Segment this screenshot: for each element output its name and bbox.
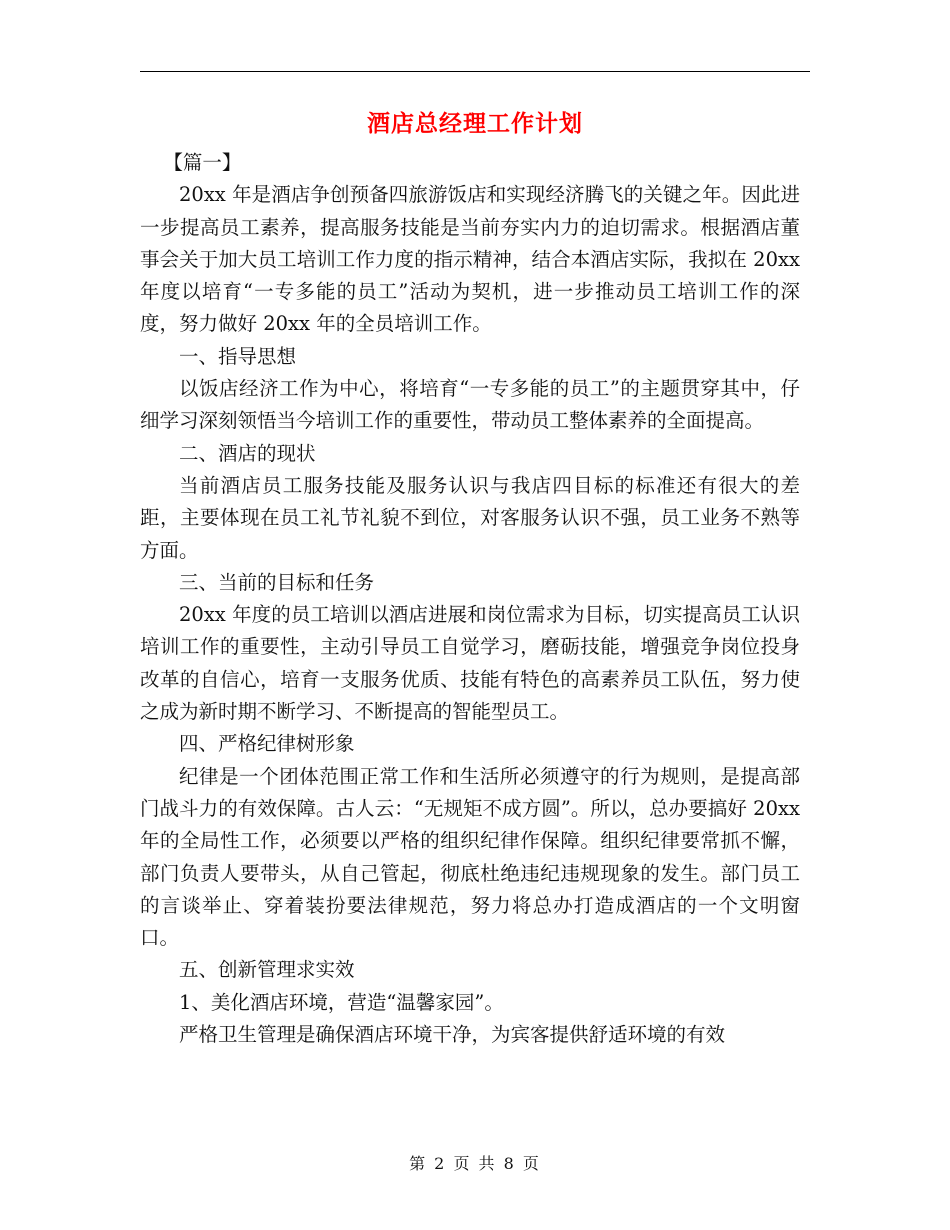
header-rule [140,71,810,72]
paragraph: 以饭店经济工作为中心，将培育“一专多能的员工”的主题贯穿其中，仔细学习深刻领悟当今培训工作的重要性，带动员工整体素养的全面提高。 [140,377,800,433]
paragraph: 20xx 年度的员工培训以酒店进展和岗位需求为目标，切实提高员工认识培训工作的重要性，主动引导员工自觉学习，磨砺技能，增强竞争岗位投身改革的自信心，培育一支服务优质、技能有特色的高素养员工队伍，努力使之成为新时期不断学习、不断提高的智能型员工。 [140,603,800,724]
sub-heading: 1、美化酒店环境，营造“温馨家园”。 [179,990,504,1014]
section-heading: 四、严格纪律树形象 [179,732,355,756]
paragraph: 当前酒店员工服务技能及服务认识与我店四目标的标准还有很大的差距，主要体现在员工礼节礼貌不到位，对客服务认识不强，员工业务不熟等方面。 [140,473,800,562]
paragraph: 20xx 年是酒店争创预备四旅游饭店和实现经济腾飞的关键之年。因此进一步提高员工素养，提高服务技能是当前夯实内力的迫切需求。根据酒店董事会关于加大员工培训工作力度的指示精神，结合本酒店实际，我拟在 20xx 年度以培育“一专多能的员工”活动为契机，进一步推动员工培训工作的深度，努力做好 20xx 年的全员培训工作。 [140,183,800,336]
paragraph: 纪律是一个团体范围正常工作和生活所必须遵守的行为规则，是提高部门战斗力的有效保障。古人云：“无规矩不成方圆”。所以，总办要搞好 20xx 年的全局性工作，必须要以严格的组织纪律作保障。组织纪律要常抓不懈，部门负责人要带头，从自己管起，彻底杜绝违纪违规现象的发生。部门员工的言谈举止、穿着装扮要法律规范，努力将总办打造成酒店的一个文明窗口。 [140,764,800,950]
page-number: 第 2 页 共 8 页 [409,1154,541,1173]
document-body [140,147,800,1051]
section-heading: 一、指导思想 [179,344,297,368]
section-heading: 五、创新管理求实效 [179,958,355,982]
document-title: 酒店总经理工作计划 [367,110,583,137]
section-label: 【篇一】 [163,151,242,174]
paragraph: 严格卫生管理是确保酒店环境干净，为宾客提供舒适环境的有效 [179,1023,726,1047]
section-heading: 二、酒店的现状 [179,441,316,465]
section-heading: 三、当前的目标和任务 [179,570,375,594]
